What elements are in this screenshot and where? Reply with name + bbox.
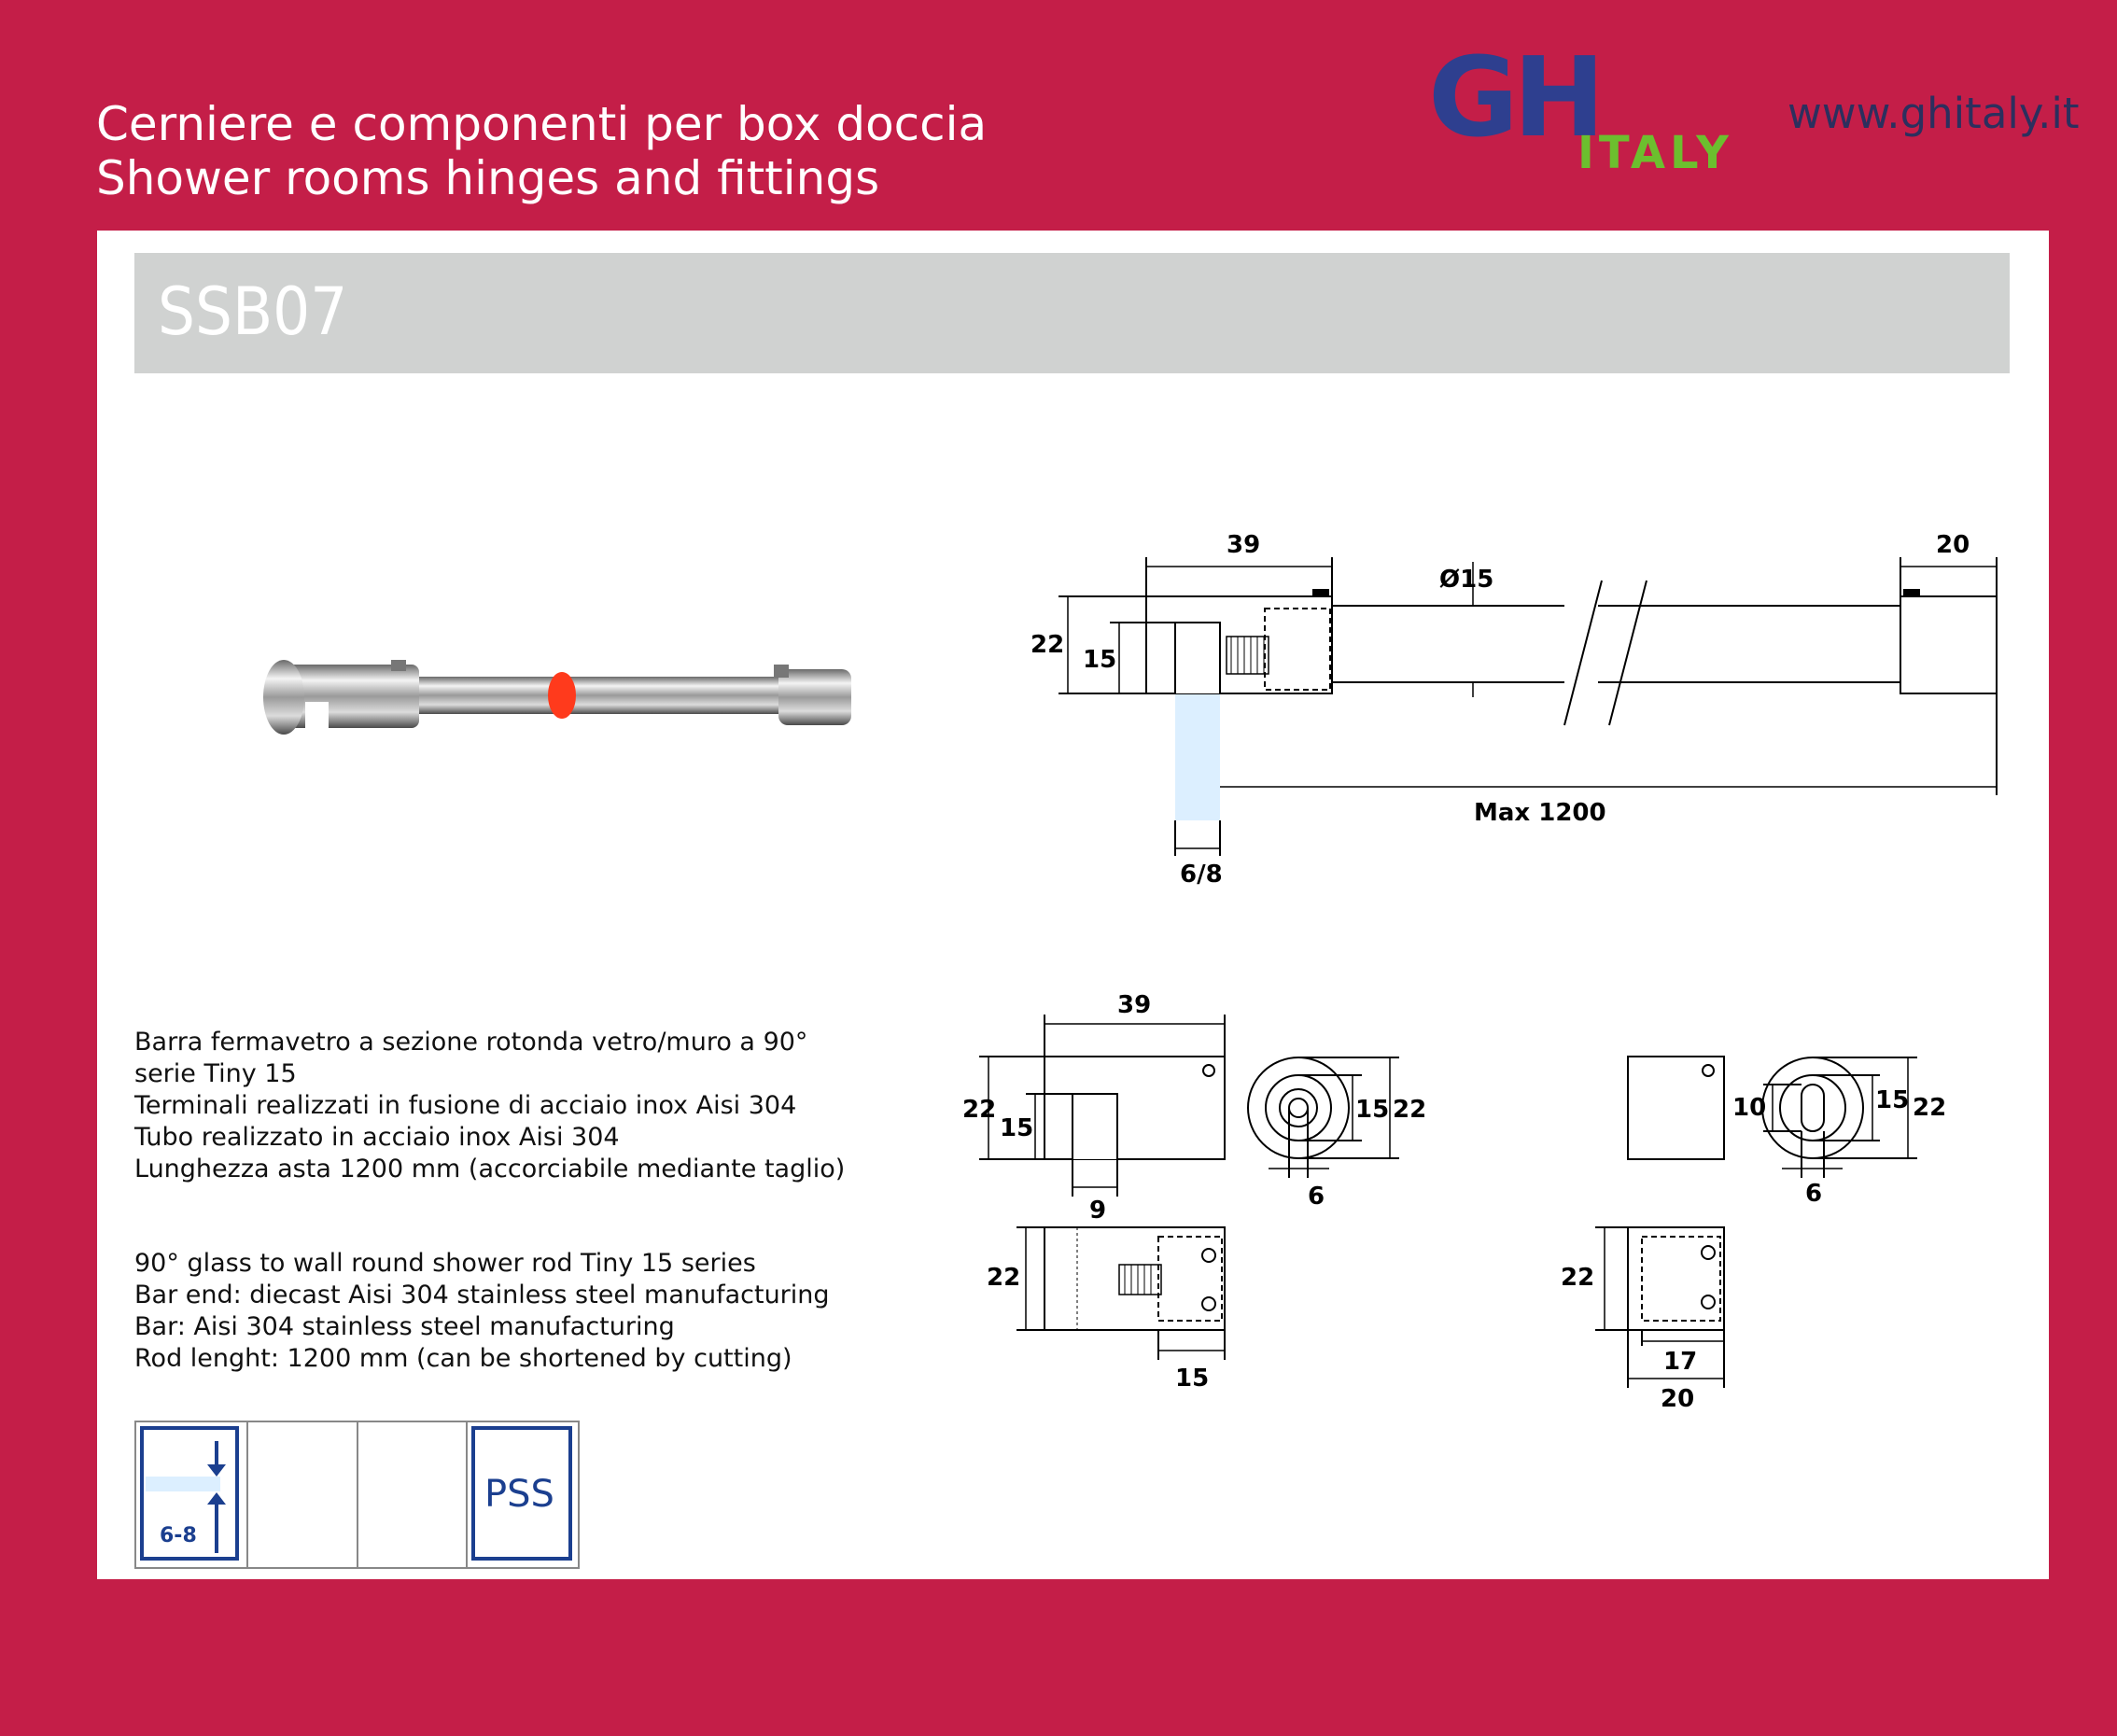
dim-39: 39 (1117, 991, 1152, 1019)
wall-cap-detail-drawing (1535, 1024, 2020, 1416)
wall-cap (1900, 596, 1997, 693)
dim-circle-6: 6 (1308, 1183, 1325, 1211)
desc-it-line: serie Tiny 15 (134, 1059, 297, 1088)
header-title-en: Shower rooms hinges and fittings (96, 151, 880, 205)
ghitaly-logo (1428, 51, 1764, 177)
dim-d15: Ø15 (1439, 566, 1494, 594)
desc-it-line: Barra fermavetro a sezione rotonda vetro/muro a 90° (134, 1028, 808, 1057)
dim-6: 6 (1805, 1180, 1823, 1208)
dim-10: 10 (1732, 1094, 1767, 1122)
dim-20: 20 (1936, 531, 1970, 559)
product-code: SSB07 (158, 273, 348, 350)
desc-it-line: Lunghezza asta 1200 mm (accorciabile mediante taglio) (134, 1155, 846, 1183)
pss-cell (468, 1422, 578, 1567)
pss-label: PSS (484, 1473, 554, 1516)
dim-15: 15 (1000, 1114, 1034, 1142)
glass-thickness-label: 6-8 (160, 1524, 197, 1547)
dim-bottom-15: 15 (1175, 1365, 1210, 1393)
dim-circle-15: 15 (1355, 1096, 1390, 1124)
dim-circle-22: 22 (1393, 1096, 1427, 1124)
dim-bottom-22: 22 (1561, 1264, 1595, 1292)
dim-9: 9 (1089, 1197, 1107, 1225)
dim-22: 22 (1030, 631, 1065, 659)
desc-it-line: Terminali realizzati in fusione di acciaio inox Aisi 304 (134, 1091, 797, 1120)
clamp-body (1146, 596, 1332, 693)
pss-icon (468, 1422, 578, 1567)
desc-it-line: Tubo realizzato in acciaio inox Aisi 304 (134, 1123, 620, 1152)
dim-6-8: 6/8 (1180, 861, 1223, 889)
dim-bottom-22: 22 (987, 1264, 1021, 1292)
clamp-detail-drawing (960, 987, 1483, 1453)
main-technical-drawing (1030, 511, 2029, 903)
desc-en-line: Rod lenght: 1200 mm (can be shortened by cutting) (134, 1344, 792, 1373)
dim-max-1200: Max 1200 (1474, 799, 1606, 827)
dim-20: 20 (1661, 1385, 1695, 1413)
website-link[interactable]: www.ghitaly.it (1788, 89, 2080, 138)
empty-cell-2 (358, 1422, 469, 1567)
description-english (134, 1248, 974, 1375)
desc-en-line: Bar: Aisi 304 stainless steel manufacturing (134, 1312, 675, 1341)
dim-22: 22 (1913, 1094, 1947, 1122)
dim-39: 39 (1227, 531, 1261, 559)
glass-thickness-cell (136, 1422, 248, 1567)
description-italian (134, 1027, 974, 1185)
product-photo (172, 623, 974, 763)
product-title-bar (134, 253, 2010, 373)
content-card (97, 231, 2049, 1579)
glass-thickness-icon (136, 1422, 246, 1567)
dim-17: 17 (1663, 1348, 1698, 1376)
dim-15: 15 (1875, 1086, 1910, 1114)
logo-letters: GH (1428, 51, 1600, 161)
dim-15: 15 (1083, 646, 1117, 674)
rod-right (564, 677, 778, 714)
logo-word: ITALY (1577, 127, 1733, 177)
empty-cell-1 (248, 1422, 358, 1567)
wall-end-cap (778, 669, 851, 725)
feature-icons (134, 1421, 580, 1569)
desc-en-line: Bar end: diecast Aisi 304 stainless steel manufacturing (134, 1281, 830, 1309)
dim-22: 22 (962, 1096, 997, 1124)
cut-marker (548, 672, 576, 719)
desc-en-line: 90° glass to wall round shower rod Tiny 15 series (134, 1249, 756, 1278)
header-title-it: Cerniere e componenti per box doccia (96, 97, 988, 151)
rod-left (410, 677, 559, 714)
